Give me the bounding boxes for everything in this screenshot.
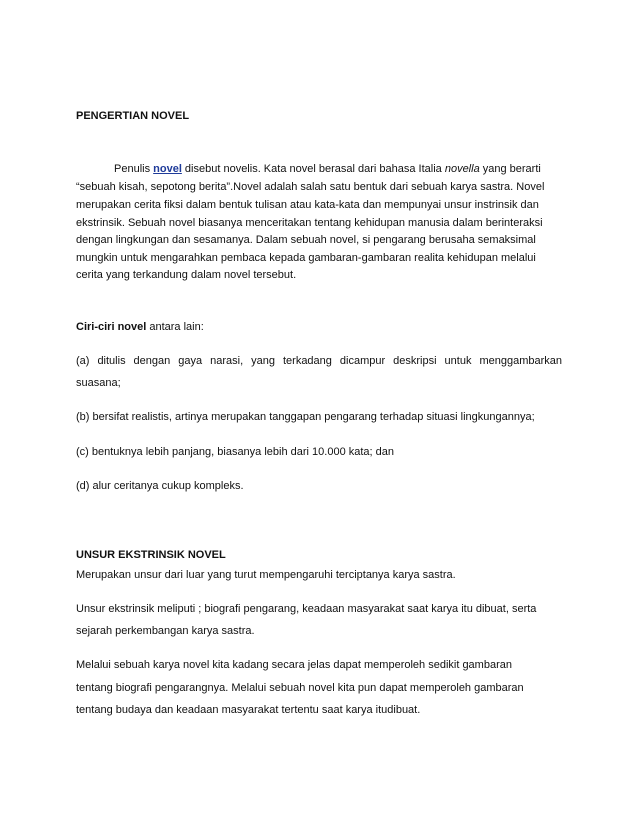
list-item-c: (c) bentuknya lebih panjang, biasanya lebih dari 10.000 kata; dan	[76, 446, 395, 458]
paragraph-first-line	[76, 160, 562, 178]
paragraph-line: tentang biografi pengarangnya. Melalui sebuah novel kita pun dapat memperoleh gambaran	[76, 682, 524, 694]
list-item-b: (b) bersifat realistis, artinya merupakan tanggapan pengarang terhadap situasi lingkungannya;	[76, 411, 535, 423]
text-segment: yang berarti	[479, 163, 541, 175]
paragraph-line: tentang budaya dan keadaan masyarakat tertentu saat karya itudibuat.	[76, 704, 421, 716]
paragraph-line: cerita yang terkandung dalam novel tersebut.	[76, 269, 297, 281]
text-segment: Penulis	[114, 163, 154, 175]
paragraph-line: merupakan cerita fiksi dalam bentuk tulisan atau kata-kata dan mempunyai unsur instrinsik dan	[76, 199, 539, 211]
ciri-ciri-label: Ciri-ciri novel	[76, 321, 147, 333]
paragraph-line: dengan lingkungan dan sesamanya. Dalam sebuah novel, si pengarang berusaha semaksimal	[76, 234, 536, 246]
heading-unsur-ekstrinsik: UNSUR EKSTRINSIK NOVEL	[76, 549, 226, 561]
list-item-a-line2: suasana;	[76, 377, 121, 389]
text-segment: antara lain:	[146, 321, 204, 333]
text-segment: disebut novelis. Kata novel berasal dari bahasa Italia	[181, 163, 445, 175]
list-item-a-line1: (a) ditulis dengan gaya narasi, yang terkadang dicampur deskripsi untuk menggambarkan	[76, 355, 562, 367]
paragraph-line: Melalui sebuah karya novel kita kadang secara jelas dapat memperoleh sedikit gambaran	[76, 659, 512, 671]
italic-term: novella	[444, 163, 480, 175]
paragraph-line: ekstrinsik. Sebuah novel biasanya menceritakan tentang kehidupan manusia dalam berinteraksi	[76, 217, 543, 229]
novel-link[interactable]: novel	[153, 163, 182, 175]
paragraph-line: sejarah perkembangan karya sastra.	[76, 625, 255, 637]
heading-pengertian-novel: PENGERTIAN NOVEL	[76, 110, 190, 122]
paragraph-line: “sebuah kisah, sepotong berita”.Novel adalah salah satu bentuk dari sebuah karya sastra. Novel	[76, 181, 545, 193]
paragraph-line: mungkin untuk mengarahkan pembaca kepada gambaran-gambaran realita kehidupan melalui	[76, 252, 536, 264]
ciri-ciri-intro	[76, 318, 562, 336]
list-item-d: (d) alur ceritanya cukup kompleks.	[76, 480, 244, 492]
paragraph-line: Merupakan unsur dari luar yang turut mempengaruhi terciptanya karya sastra.	[76, 569, 456, 581]
paragraph-line: Unsur ekstrinsik meliputi ; biografi pengarang, keadaan masyarakat saat karya itu dibuat, serta	[76, 603, 537, 615]
